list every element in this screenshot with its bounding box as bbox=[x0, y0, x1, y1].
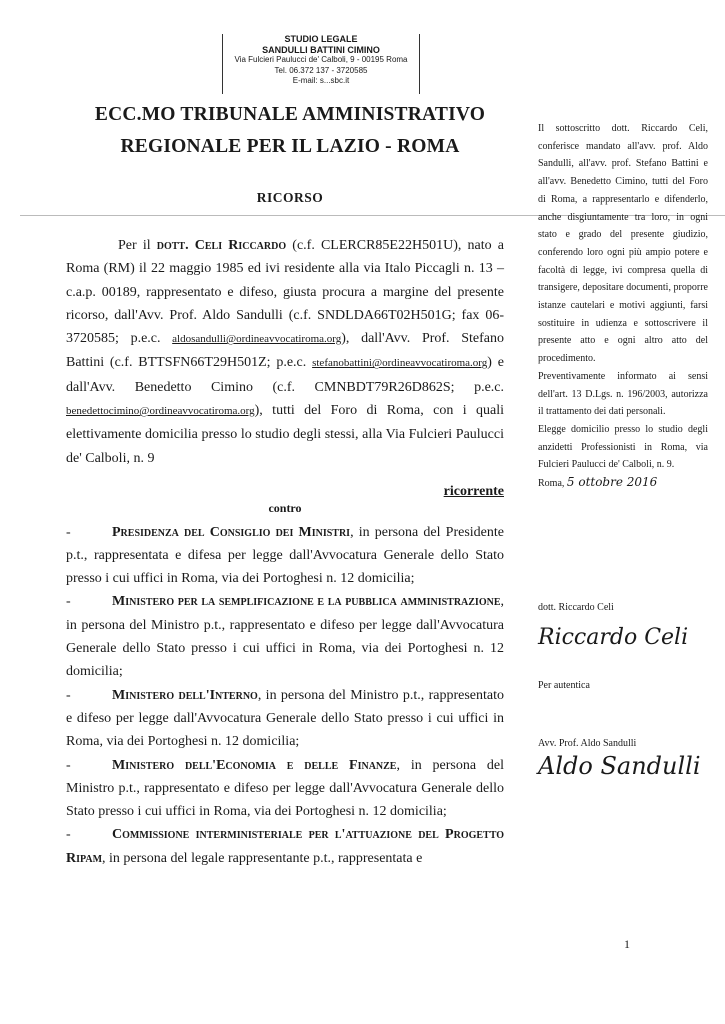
pec-link-sandulli[interactable]: aldosandulli@ordineavvocatiroma.org bbox=[172, 333, 342, 346]
main-body bbox=[66, 234, 504, 870]
party-item: - Commissione interministeriale per l'attuazione del Progetto Ripam, in persona del legale rappresentante p.t., rappresentata e bbox=[66, 827, 504, 866]
intro-paragraph: Per il dott. Celi Riccardo (c.f. CLERCR85E22H501U), nato a Roma (RM) il 22 maggio 1985 ed ivi residente alla via Italo Piccagli n. 13 – c.a.p. 00189, rappresentato e difeso, giusta procura a margine del presente ricorso, dall'Avv. Prof. Aldo Sandulli (c.f. SNDLDA66T02H501G; fax 06-3720585; p.e.c. aldosandulli@ordineavvocatiroma.org), dall'Avv. Prof. Stefano Battini (c.f. BTTSFN66T29H501Z; p.e.c. stefanobattini@ordineavvocatiroma.org) e dall'Avv. Benedetto Cimino (c.f. CMNBDT79R26D862S; p.e.c. benedettocimino@ordineavvocatiroma.org), tutti del Foro di Roma, con i quali elettivamente domicilia presso lo studio degli stessi, alla Via Fulcieri Paulucci de' Calboli, n. 9 bbox=[66, 238, 504, 466]
client-name: dott. Celi Riccardo bbox=[156, 238, 287, 253]
ricorrente-label: ricorrente bbox=[443, 483, 504, 499]
stamp-line-3: Via Fulcieri Paulucci de' Calboli, 9 - 00195 Roma bbox=[234, 55, 408, 64]
stamp-line-1: STUDIO LEGALE bbox=[284, 34, 358, 44]
mandate-text: Il sottoscritto dott. Riccardo Celi, conferisce mandato all'avv. prof. Aldo Sandulli, all'avv. prof. Stefano Battini e all'avv. Benedetto Cimino, tutti del Foro di Roma, a rappresentarlo e difenderlo, anche disgiuntamente tra loro, in ogni stato e grado del presente giudizio, conferendo loro ogni più ampio potere e facoltà di legge, ivi compresa quella di transigere, depositare documenti, proporre istanze cautelari e motivi aggiunti, farsi sostituire in udienza e sottoscrivere il presente atto e ogni altro atto del procedimento. bbox=[538, 123, 708, 365]
stamp-line-2: SANDULLI BATTINI CIMINO bbox=[262, 44, 380, 55]
page-number: 1 bbox=[624, 937, 630, 951]
party-item: - Ministero dell'Economia e delle Finanze, in persona del Ministro p.t., rappresentato e difeso per legge dall'Avvocatura Generale dello Stato presso i cui uffici in Roma, via dei Portoghesi n. 12 domicilia; bbox=[66, 757, 505, 820]
party-item: - Ministero per la semplificazione e la pubblica amministrazione, in persona del Ministro p.t., rappresentato e difeso per legge dall'Avvocatura Generale dello Stato presso i cui uffici in Roma, via dei Portoghesi n. 12 domicilia; bbox=[66, 594, 504, 680]
place-date bbox=[538, 474, 708, 493]
document-type: RICORSO bbox=[256, 190, 324, 205]
party-item: - Ministero dell'Interno, in persona del Ministro p.t., rappresentato e difeso per legge dall'Avvocatura Generale dello Stato presso i cui uffici in Roma, via dei Portoghesi n. 12 domicilia; bbox=[66, 687, 504, 750]
party-name: Ministero dell'Interno bbox=[112, 687, 258, 703]
pec-link-cimino[interactable]: benedettocimino@ordineavvocatiroma.org bbox=[66, 405, 255, 418]
party-name: Ministero per la semplificazione e la pubblica amministrazione bbox=[112, 594, 501, 610]
pec-link-battini[interactable]: stefanobattini@ordineavvocatiroma.org bbox=[312, 357, 488, 370]
party-name: Commissione interministeriale per l'attuazione del Progetto Ripam bbox=[66, 827, 504, 866]
client-signature: Riccardo Celi bbox=[538, 625, 689, 650]
client-name-label: dott. Riccardo Celi bbox=[538, 602, 614, 613]
court-heading-line-1: ECC.MO TRIBUNALE AMMINISTRATIVO bbox=[94, 104, 486, 125]
letterhead-stamp bbox=[222, 34, 420, 94]
party-name: Presidenza del Consiglio dei Ministri bbox=[112, 524, 351, 540]
handwritten-date: 5 ottobre 2016 bbox=[566, 475, 658, 490]
contro-label: contro bbox=[268, 501, 302, 516]
lawyer-signature: Aldo Sandulli bbox=[538, 752, 701, 780]
party-name: Ministero dell'Economia e delle Finanze bbox=[112, 757, 397, 773]
authentication-label: Per autentica bbox=[538, 680, 590, 691]
stamp-line-5: E-mail: s...sbc.it bbox=[292, 76, 350, 85]
place-label: Roma, bbox=[538, 478, 565, 490]
power-of-attorney bbox=[538, 120, 708, 493]
party-item: - Presidenza del Consiglio dei Ministri, in persona del Presidente p.t., rappresentata e difesa per legge dall'Avvocatura Generale dello Stato presso i cui uffici in Roma, via dei Portoghesi n. 12 domicilia; bbox=[66, 524, 504, 587]
court-heading-line-2: REGIONALE PER IL LAZIO - ROMA bbox=[120, 136, 460, 157]
stamp-line-4: Tel. 06.372 137 - 3720585 bbox=[274, 65, 368, 75]
domicile-text: Elegge domicilio presso lo studio degli anzidetti Professionisti in Roma, via Fulcieri Paulucci de' Calboli, n. 9. bbox=[538, 423, 708, 471]
lawyer-name-label: Avv. Prof. Aldo Sandulli bbox=[538, 738, 637, 749]
privacy-text: Preventivamente informato ai sensi dell'art. 13 D.Lgs. n. 196/2003, autorizza il trattamento dei dati personali. bbox=[538, 370, 708, 418]
